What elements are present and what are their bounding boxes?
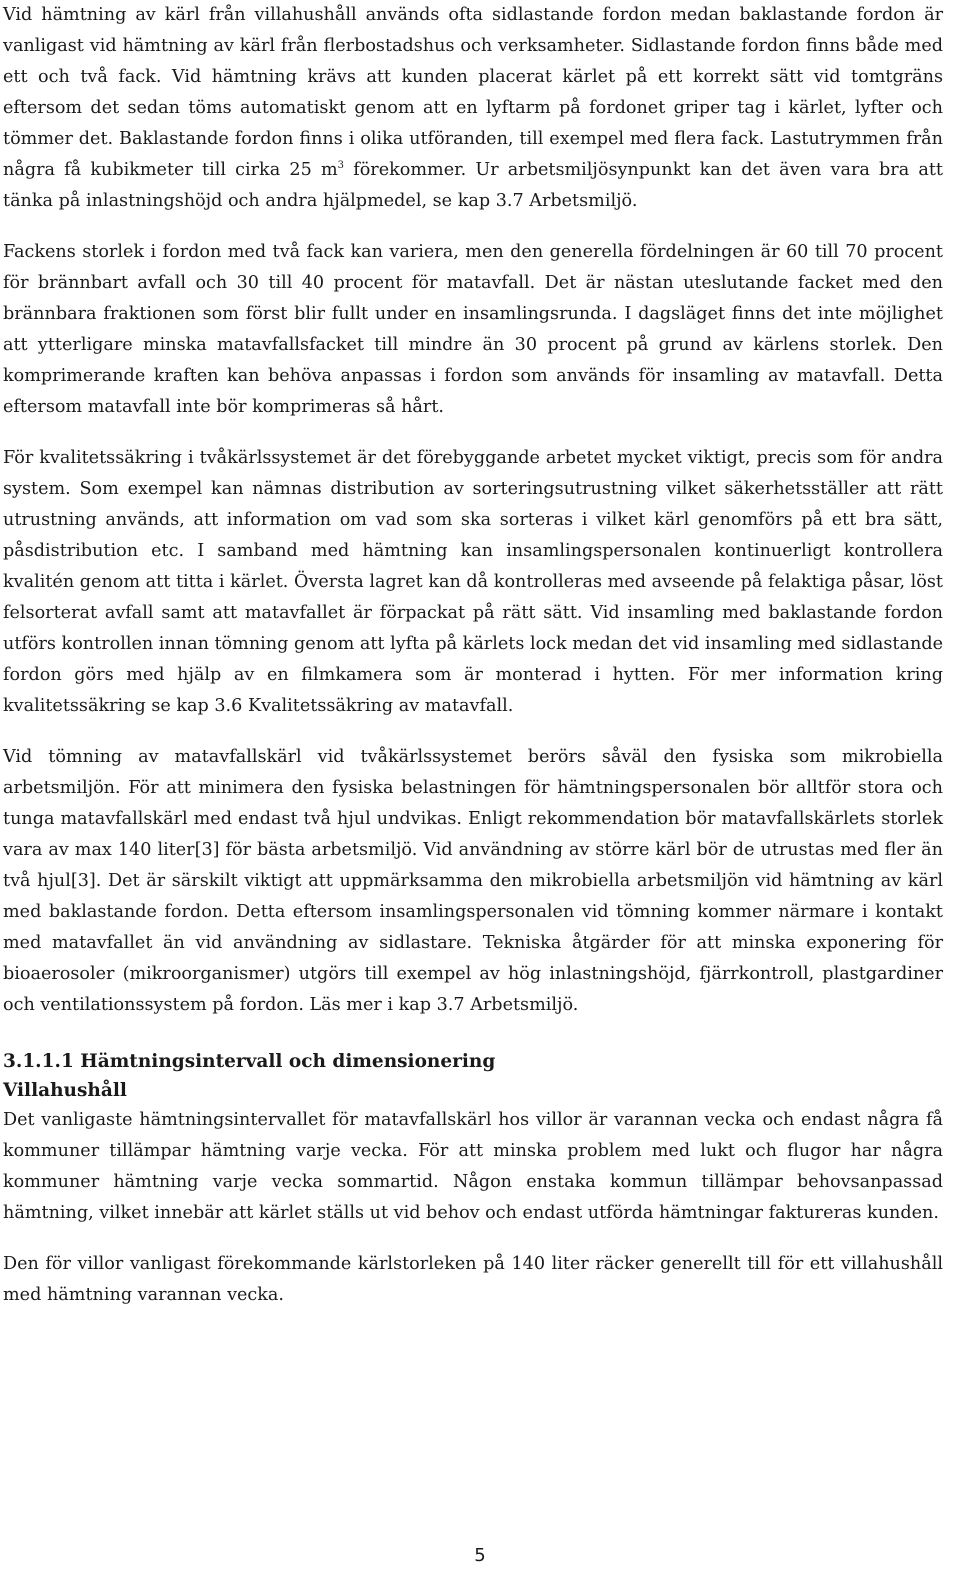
paragraph-work-environment: Vid tömning av matavfallskärl vid tvåkärlssystemet berörs såväl den fysiska som mikrobiella arbetsmiljön. För att minimera den fysiska belastningen för hämtningspersonalen bör alltför stora och tunga matavfallskärl med endast två hjul undvikas. Enligt rekommendation bör matavfallskärlets storlek vara av max 140 liter[3] för bästa arbetsmiljö. Vid användning av större kärl bör de utrustas med fler än två hjul[3]. Det är särskilt viktigt att uppmärksamma den mikrobiella arbetsmiljön vid hämtning av kärl med baklastande fordon. Detta eftersom insamlingspersonalen vid tömning kommer närmare i kontakt med matavfallet än vid användning av sidlastare. Tekniska åtgärder för att minska exponering för bioaerosoler (mikroorganismer) utgörs till exempel av hög inlastningshöjd, fjärrkontroll, plastgardiner och ventilationssystem på fordon. Läs mer i kap 3.7 Arbetsmiljö.: [3, 747, 943, 1015]
section-subheading: Villahushåll: [3, 1080, 127, 1101]
paragraph-vehicles-text-end: förekommer. Ur arbetsmiljösynpunkt kan det även vara bra att tänka på inlastningshöjd och andra hjälpmedel, se kap 3.7 Arbetsmiljö.: [3, 160, 943, 211]
section-heading: 3.1.1.1 Hämtningsintervall och dimensionering: [3, 1051, 496, 1072]
paragraph-compartments: Fackens storlek i fordon med två fack kan variera, men den generella fördelningen är 60 till 70 procent för brännbart avfall och 30 till 40 procent för matavfall. Det är nästan uteslutande facket med den brännbara fraktionen som först blir fullt under en insamlingsrunda. I dagsläget finns det inte möjlighet att ytterligare minska matavfallsfacket till mindre än 30 procent på grund av kärlens storlek. Den komprimerande kraften kan behöva anpassas i fordon som används för insamling av matavfall. Detta eftersom matavfall inte bör komprimeras så hårt.: [3, 242, 943, 417]
paragraph-quality-assurance: För kvalitetssäkring i tvåkärlssystemet är det förebyggande arbetet mycket viktigt, precis som för andra system. Som exempel kan nämnas distribution av sorteringsutrustning vilket säkerhetsställer att rätt utrustning används, att information om vad som ska sorteras i vilket kärl genomförs på ett bra sätt, påsdistribution etc. I samband med hämtning kan insamlingspersonalen kontinuerligt kontrollera kvalitén genom att titta i kärlet. Översta lagret kan då kontrolleras med avseende på felaktiga påsar, löst felsorterat avfall samt att matavfallet är förpackat på rätt sätt. Vid insamling med baklastande fordon utförs kontrollen innan tömning genom att lyfta på kärlets lock medan det vid insamling med sidlastande fordon görs med hjälp av en filmkamera som är monterad i hytten. För mer information kring kvalitetssäkring se kap 3.6 Kvalitetssäkring av matavfall.: [3, 448, 943, 716]
paragraph-vehicles-text: Vid hämtning av kärl från villahushåll används ofta sidlastande fordon medan baklastande fordon är vanligast vid hämtning av kärl från flerbostadshus och verksamheter. Sidlastande fordon finns både med ett och två fack. Vid hämtning krävs att kunden placerat kärlet på ett korrekt sätt vid tomtgräns eftersom det sedan töms automatiskt genom att en lyftarm på fordonet griper tag i kärlet, lyfter och tömmer det. Baklastande fordon finns i olika utföranden, till exempel med flera fack. Lastutrymmen från några få kubikmeter till cirka 25 m: [3, 5, 943, 180]
paragraph-collection-interval: Det vanligaste hämtningsintervallet för matavfallskärl hos villor är varannan vecka och endast några få kommuner tillämpar hämtning varje vecka. För att minska problem med lukt och flugor har några kommuner hämtning varje vecka sommartid. Någon enstaka kommun tillämpar behovsanpassad hämtning, vilket innebär att kärlet ställs ut vid behov och endast utförda hämtningar faktureras kunden.: [3, 1110, 943, 1223]
document-page: [3, 0, 943, 1311]
paragraph-bin-size: Den för villor vanligast förekommande kärlstorleken på 140 liter räcker generellt till för ett villahushåll med hämtning varannan vecka.: [3, 1254, 943, 1305]
cubic-superscript: 3: [337, 160, 345, 171]
paragraph-vehicles: [3, 0, 943, 217]
page-number: 5: [474, 1545, 486, 1566]
